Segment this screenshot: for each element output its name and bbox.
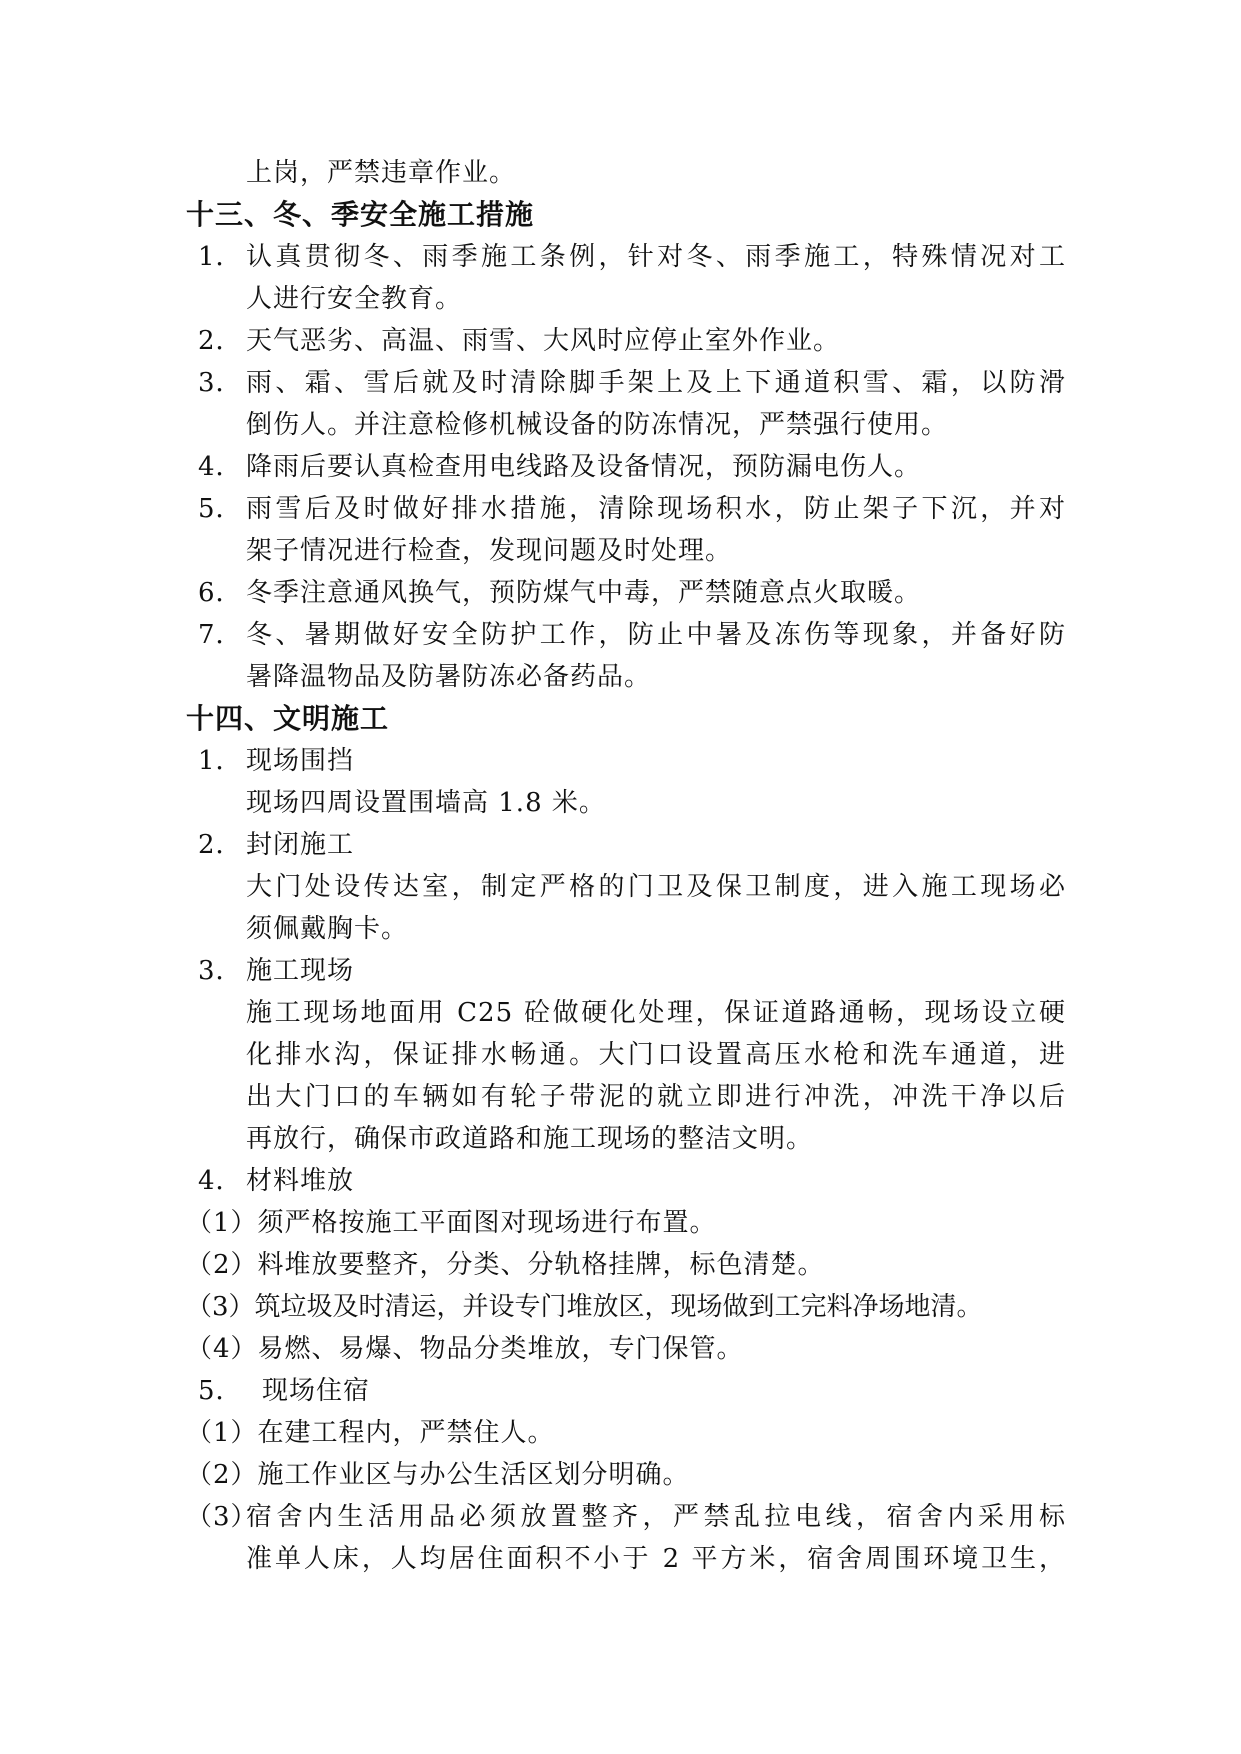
subsection-number: 3． — [198, 956, 243, 986]
subsection-text: 大门处设传达室，制定严格的门卫及保卫制度，进入施工现场必 — [246, 872, 1066, 902]
subsection-title: 封闭施工 — [246, 830, 355, 860]
section-14-title: 十四、文明施工 — [186, 702, 390, 735]
item-text: 人进行安全教育。 — [246, 284, 463, 314]
subsection-title: 现场围挡 — [246, 746, 355, 776]
item-text: 冬、暑期做好安全防护工作，防止中暑及冻伤等现象，并备好防 — [246, 620, 1066, 650]
item-text: 雨、霜、雪后就及时清除脚手架上及上下通道积雪、霜，以防滑 — [246, 368, 1066, 398]
item-number: 6． — [198, 578, 243, 608]
item-number: 1． — [198, 242, 243, 272]
subsection-number: 2． — [198, 830, 243, 860]
list-item: （2）施工作业区与办公生活区划分明确。 — [186, 1460, 690, 1490]
item-text: 认真贯彻冬、雨季施工条例，针对冬、雨季施工，特殊情况对工 — [246, 242, 1066, 272]
item-number: 3． — [198, 368, 243, 398]
item-number: 2． — [198, 326, 243, 356]
list-item: （4）易燃、易爆、物品分类堆放，专门保管。 — [186, 1334, 744, 1364]
subsection-text: 现场四周设置围墙高 1.8 米。 — [246, 788, 606, 818]
subsection-text: 出大门口的车辆如有轮子带泥的就立即进行冲洗，冲洗干净以后 — [246, 1082, 1066, 1112]
list-item: （1）在建工程内，严禁住人。 — [186, 1418, 555, 1448]
subsection-text: 化排水沟，保证排水畅通。大门口设置高压水枪和洗车通道，进 — [246, 1040, 1066, 1070]
subsection-text: 施工现场地面用 C25 砼做硬化处理，保证道路通畅，现场设立硬 — [246, 998, 1066, 1028]
item-text: 降雨后要认真检查用电线路及设备情况，预防漏电伤人。 — [246, 452, 922, 482]
item-text: 倒伤人。并注意检修机械设备的防冻情况，严禁强行使用。 — [246, 410, 949, 440]
item-text: 天气恶劣、高温、雨雪、大风时应停止室外作业。 — [246, 326, 841, 356]
item-text: 冬季注意通风换气，预防煤气中毒，严禁随意点火取暖。 — [246, 578, 922, 608]
item-number: 4． — [198, 452, 243, 482]
list-item: （3）筑垃圾及时清运，并设专门堆放区，现场做到工完料净场地清。 — [186, 1292, 983, 1322]
list-item: （2）料堆放要整齐，分类、分轨格挂牌，标色清楚。 — [186, 1250, 825, 1280]
item-text: 雨雪后及时做好排水措施，清除现场积水，防止架子下沉，并对 — [246, 494, 1066, 524]
subsection-title: 材料堆放 — [246, 1166, 355, 1196]
list-item-text: 宿舍内生活用品必须放置整齐，严禁乱拉电线，宿舍内采用标 — [246, 1502, 1066, 1532]
section-13-title: 十三、冬、季安全施工措施 — [186, 198, 535, 231]
item-number: 7． — [198, 620, 243, 650]
subsection-number: 1． — [198, 746, 243, 776]
item-text: 暑降温物品及防暑防冻必备药品。 — [246, 662, 652, 692]
item-text: 架子情况进行检查，发现问题及时处理。 — [246, 536, 733, 566]
subsection-number: 5． — [198, 1376, 243, 1406]
continuation-line: 上岗，严禁违章作业。 — [246, 158, 517, 188]
subsection-title: 现场住宿 — [262, 1376, 371, 1406]
list-item-label: （3） — [186, 1502, 258, 1532]
list-item: （1）须严格按施工平面图对现场进行布置。 — [186, 1208, 717, 1238]
item-number: 5． — [198, 494, 243, 524]
subsection-number: 4． — [198, 1166, 243, 1196]
subsection-text: 再放行，确保市政道路和施工现场的整洁文明。 — [246, 1124, 814, 1154]
subsection-title: 施工现场 — [246, 956, 355, 986]
subsection-text: 须佩戴胸卡。 — [246, 914, 409, 944]
list-item-text: 准单人床，人均居住面积不小于 2 平方米，宿舍周围环境卫生， — [246, 1544, 1066, 1574]
